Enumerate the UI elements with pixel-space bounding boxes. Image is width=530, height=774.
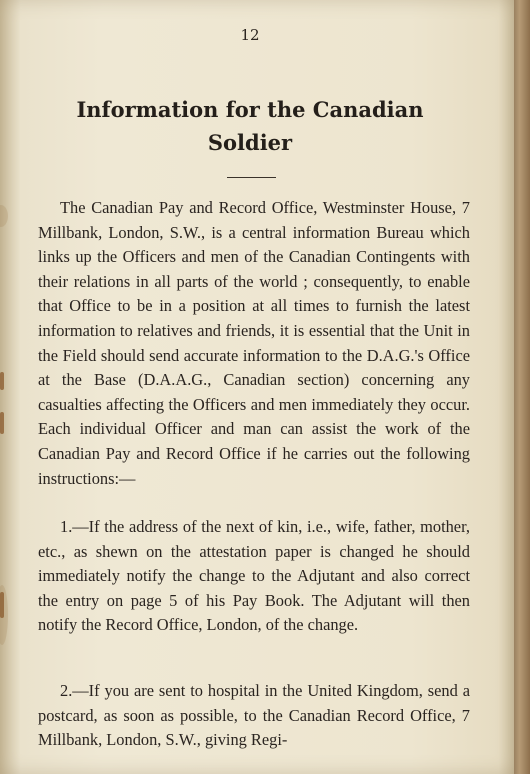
margin-mark — [0, 592, 4, 618]
paragraph-instruction-1: 1.—If the address of the next of kin, i.e., wife, father, mother, etc., as shewn on the attestation paper is changed he should immediately notify the change to the Adjutant and also correct the entry on page 5 of his Pay Book. The Adjutant will then notify the Record Office, London, of the change. — [38, 517, 470, 635]
book-spine-edge — [514, 0, 530, 774]
margin-mark — [0, 412, 4, 434]
title-line-1: Information for the Canadian — [76, 97, 424, 122]
page-number: 12 — [240, 26, 260, 44]
paragraph-instruction-2: 2.—If you are sent to hospital in the United Kingdom, send a postcard, as soon as possible, to the Canadian Record Office, 7 Millbank, London, S.W., giving Regi- — [38, 681, 470, 750]
margin-mark — [0, 372, 4, 390]
title-line-2: Soldier — [207, 130, 293, 155]
paper-stain — [0, 205, 8, 227]
title-divider — [227, 177, 276, 178]
paragraph-intro: The Canadian Pay and Record Office, Westminster House, 7 Millbank, London, S.W., is a central information Bureau which links up the Officers and men of the Canadian Contingents with their relations in all parts of the world ; consequently, to enable that Office to be in a position at all times to furnish the latest information to relatives and friends, it is essential that the Unit in the Field should send accurate information to the D.A.G.'s Office at the Base (D.A.A.G., Canadian section) concerning any casualties affecting the Officers and men immediately they occur. Each individual Officer and man can assist the work of the Canadian Pay and Record Office if he carries out the following instructions:— — [38, 198, 470, 488]
page-title — [0, 93, 500, 159]
